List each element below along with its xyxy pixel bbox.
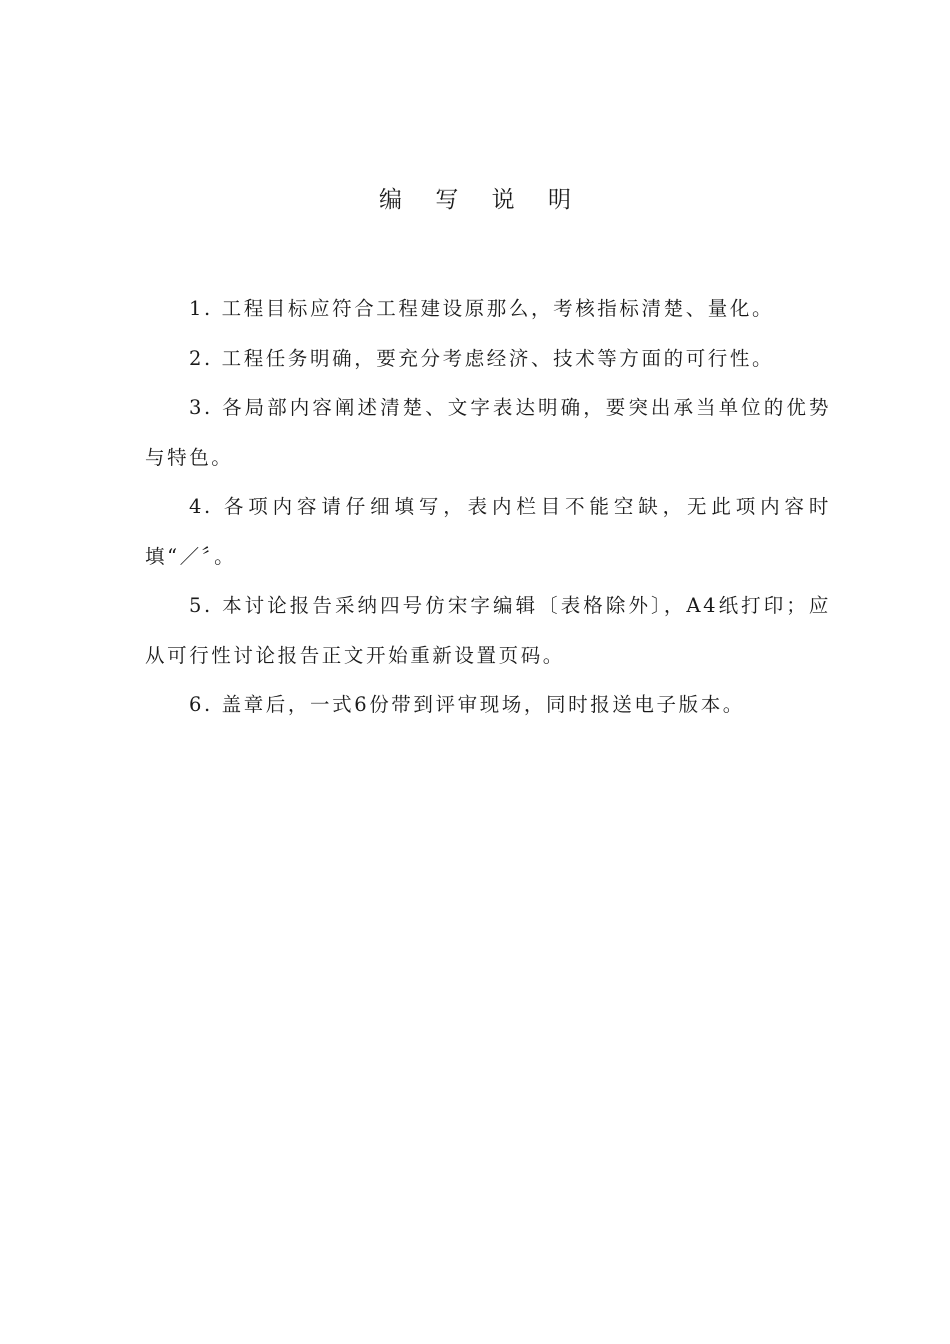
instruction-item-6: 6. 盖章后，一式6份带到评审现场，同时报送电子版本。 xyxy=(189,693,745,716)
instruction-item-3: 3. 各局部内容阐述清楚、文字表达明确，要突出承当单位的优势与特色。 xyxy=(145,396,831,469)
page-title: 编 写 说 明 xyxy=(379,187,584,213)
instruction-item-1: 1. 工程目标应符合工程建设原那么，考核指标清楚、量化。 xyxy=(189,297,775,320)
instruction-item-5: 5. 本讨论报告采纳四号仿宋字编辑〔表格除外〕，A4纸打印；应从可行性讨论报告正文开始重新设置页码。 xyxy=(145,594,831,667)
instruction-item-4: 4. 各项内容请仔细填写，表内栏目不能空缺，无此项内容时填“／〞。 xyxy=(145,495,831,568)
instructions-list xyxy=(145,284,831,730)
instruction-item-2: 2. 工程任务明确，要充分考虑经济、技术等方面的可行性。 xyxy=(189,346,775,370)
